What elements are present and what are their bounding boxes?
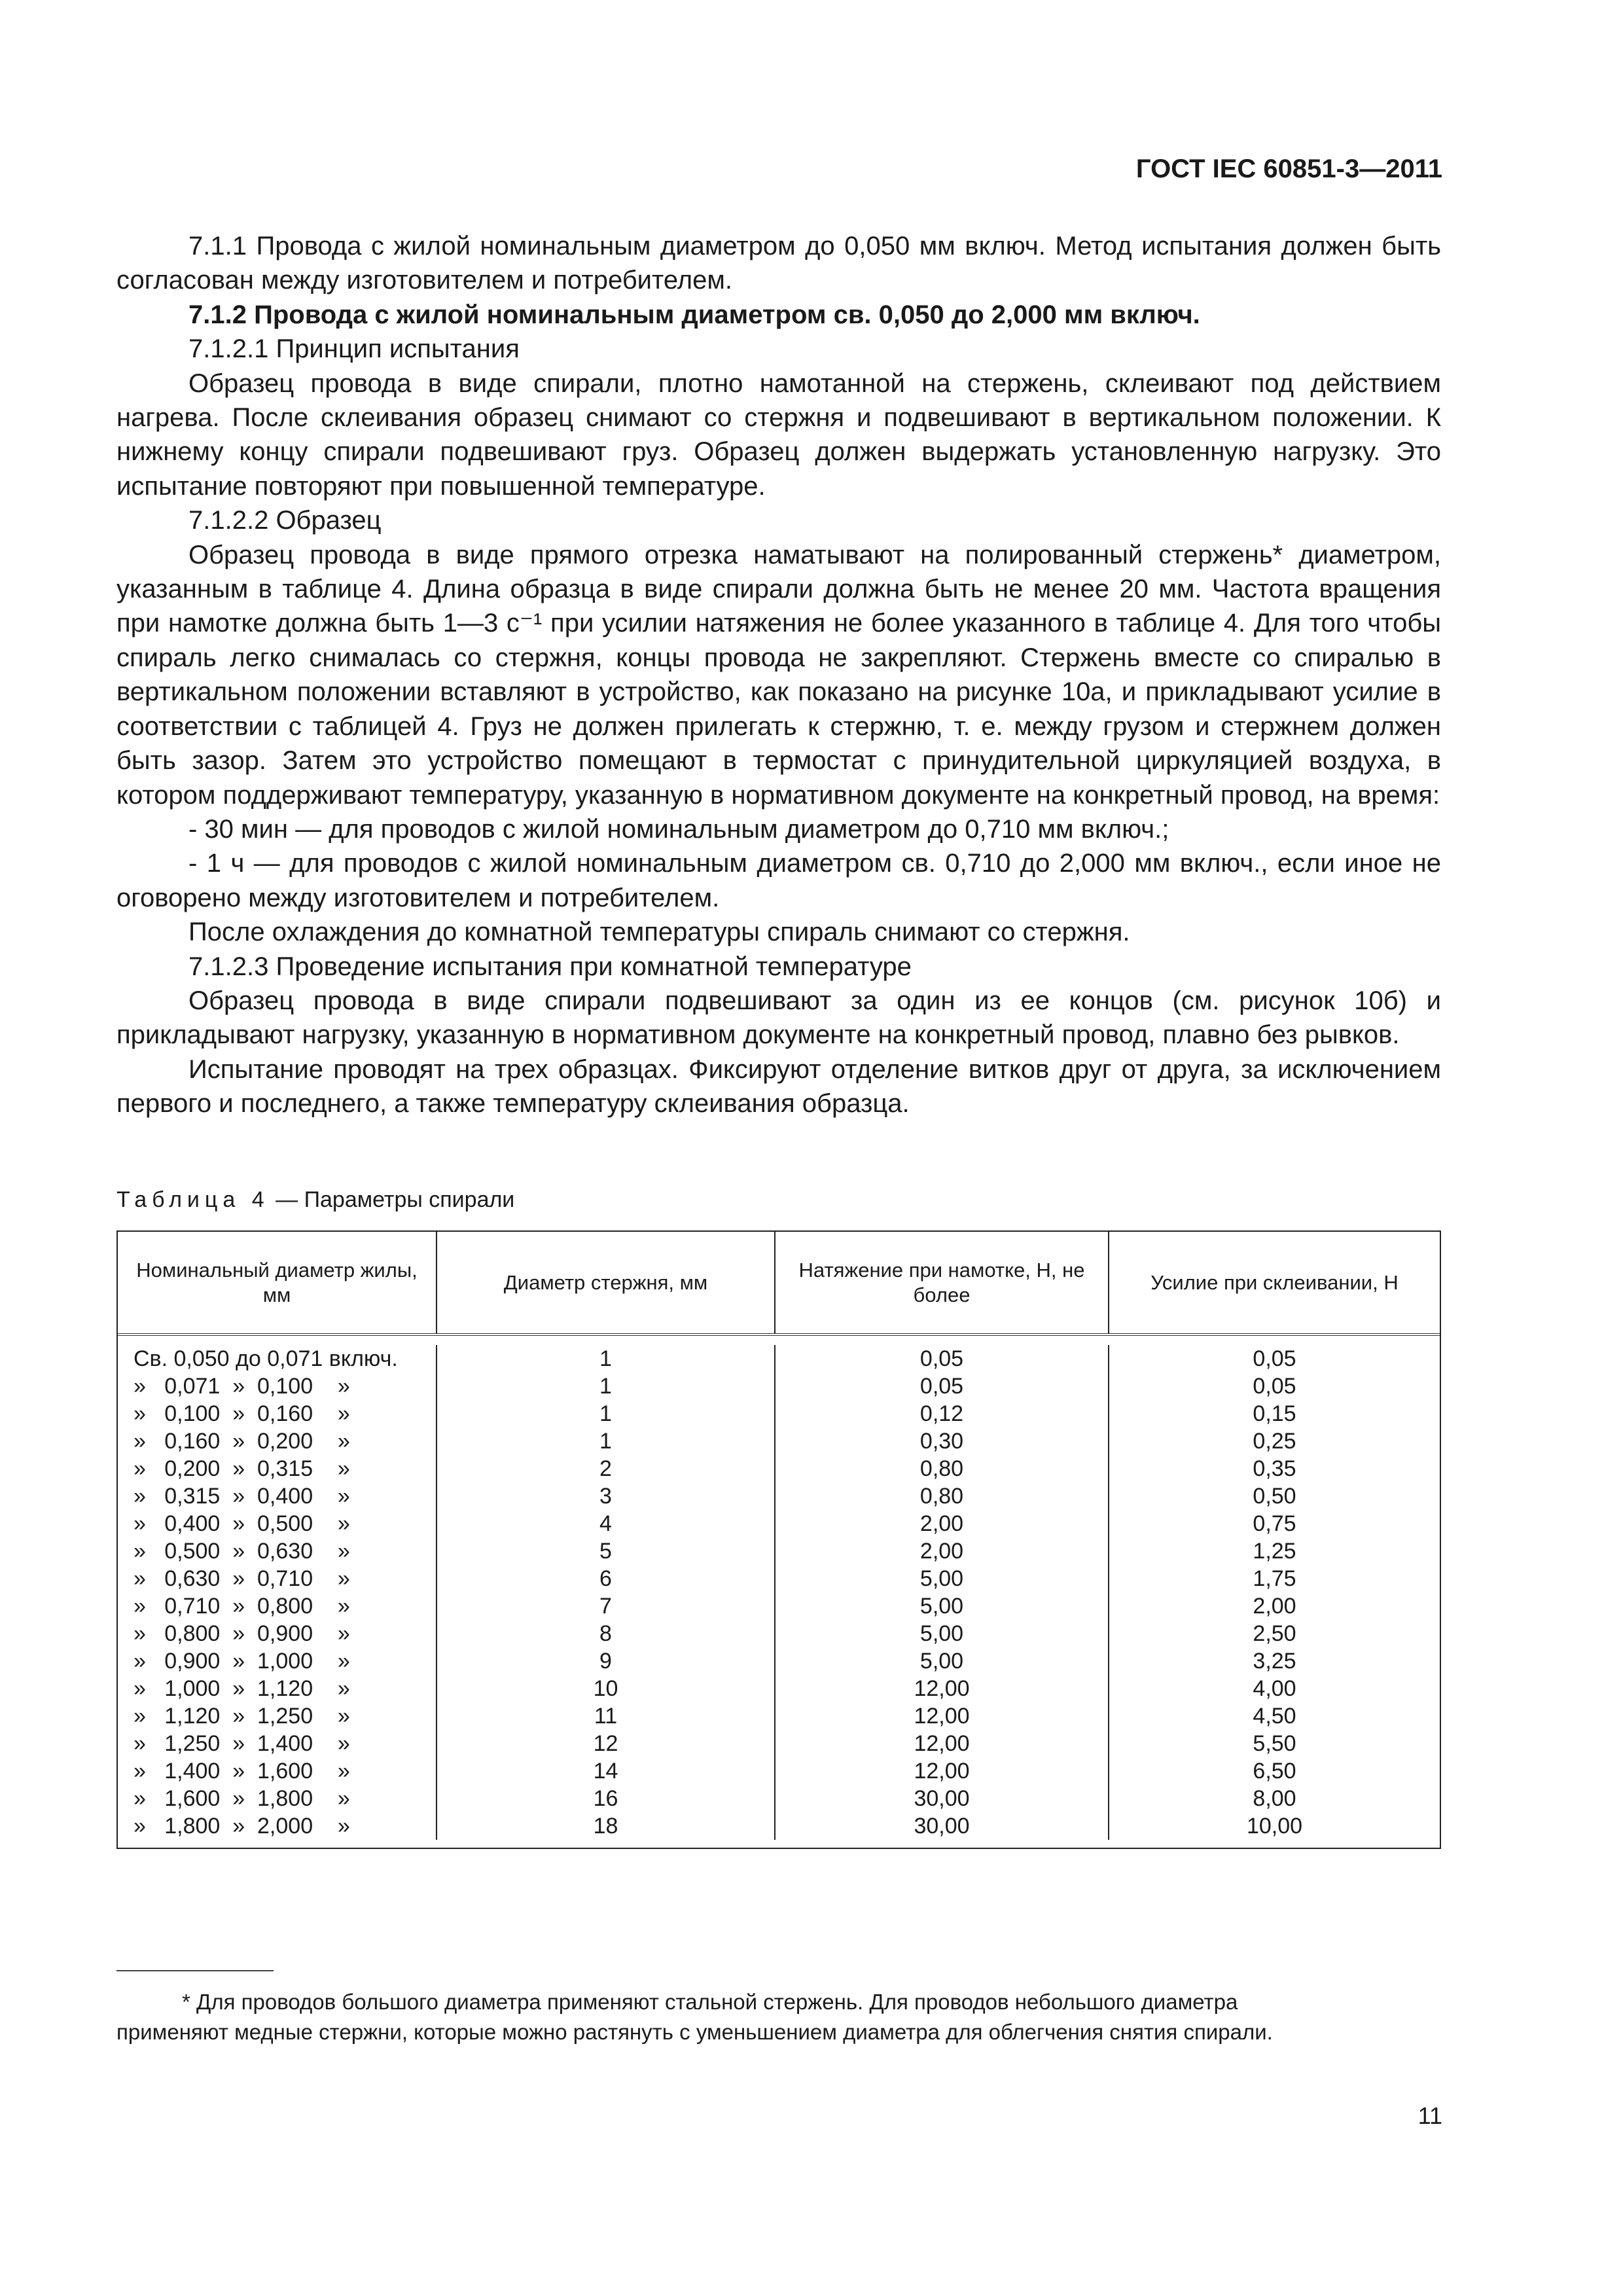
cell-bonding-force: 4,00 xyxy=(1253,1676,1296,1701)
body-paragraph: 7.1.2 Провода с жилой номинальным диаметром св. 0,050 до 2,000 мм включ. xyxy=(188,300,1200,329)
cell-bonding-force: 6,50 xyxy=(1253,1759,1296,1784)
cell-bonding-force: 4,50 xyxy=(1253,1704,1296,1729)
cell-winding-tension: 0,80 xyxy=(919,1456,964,1481)
body-paragraph: 7.1.2.2 Образец xyxy=(188,506,382,535)
cell-nominal-diameter: » 0,800 » 0,900 » xyxy=(134,1621,350,1646)
cell-nominal-diameter: » 1,000 » 1,120 » xyxy=(134,1676,350,1701)
body-paragraph: - 30 мин — для проводов с жилой номинальным диаметром до 0,710 мм включ.; xyxy=(188,814,1169,844)
cell-winding-tension: 0,80 xyxy=(919,1484,964,1509)
cell-bonding-force: 0,05 xyxy=(1253,1346,1296,1371)
cell-bonding-force: 10,00 xyxy=(1246,1814,1303,1839)
cell-rod-diameter: 10 xyxy=(593,1676,618,1701)
body-text xyxy=(116,229,1441,1121)
spiral-parameters-table xyxy=(116,1230,1441,1849)
cell-rod-diameter: 3 xyxy=(599,1484,612,1509)
body-paragraph: Испытание проводят на трех образцах. Фиксируют отделение витков друг от друга, за исключением первого и последнего, а также температуру склеивания образца. xyxy=(116,1054,1441,1119)
cell-winding-tension: 5,00 xyxy=(919,1566,964,1591)
cell-bonding-force: 1,75 xyxy=(1253,1566,1296,1591)
footnote-line: * Для проводов большого диаметра применяют стальной стержень. Для проводов небольшого диаметра xyxy=(182,1990,1238,2014)
cell-winding-tension: 5,00 xyxy=(919,1621,964,1646)
cell-rod-diameter: 9 xyxy=(599,1649,612,1674)
cell-bonding-force: 2,00 xyxy=(1253,1594,1296,1619)
cell-winding-tension: 12,00 xyxy=(914,1731,970,1756)
cell-nominal-diameter: » 1,600 » 1,800 » xyxy=(134,1786,350,1811)
cell-nominal-diameter: » 1,400 » 1,600 » xyxy=(134,1759,350,1784)
cell-rod-diameter: 1 xyxy=(599,1401,612,1426)
cell-nominal-diameter: » 1,250 » 1,400 » xyxy=(134,1731,350,1756)
footnote-line: применяют медные стержни, которые можно растянуть с уменьшением диаметра для облегчения снятия спирали. xyxy=(116,2020,1273,2044)
cell-bonding-force: 0,35 xyxy=(1253,1456,1296,1481)
cell-rod-diameter: 4 xyxy=(599,1511,612,1536)
table-caption-number: Таблица 4 xyxy=(116,1187,270,1212)
cell-bonding-force: 8,00 xyxy=(1253,1786,1296,1811)
cell-rod-diameter: 1 xyxy=(599,1429,612,1454)
cell-rod-diameter: 11 xyxy=(594,1704,618,1729)
cell-bonding-force: 0,15 xyxy=(1253,1401,1296,1426)
cell-nominal-diameter: » 1,800 » 2,000 » xyxy=(134,1814,350,1839)
body-paragraph: 7.1.2.3 Проведение испытания при комнатной температуре xyxy=(188,952,912,981)
cell-nominal-diameter: » 0,900 » 1,000 » xyxy=(134,1649,350,1674)
document-code-header: ГОСТ IEC 60851-3—2011 xyxy=(1135,154,1442,183)
footnote-divider xyxy=(116,1970,274,1971)
cell-nominal-diameter: » 0,200 » 0,315 » xyxy=(134,1456,350,1481)
table-header-row xyxy=(118,1232,1440,1336)
cell-winding-tension: 0,30 xyxy=(919,1429,964,1454)
cell-nominal-diameter: » 0,160 » 0,200 » xyxy=(134,1429,350,1454)
header-bonding-force: Усилие при склеивании, Н xyxy=(1150,1270,1399,1294)
header-rod-diameter: Диаметр стержня, мм xyxy=(437,1232,776,1333)
cell-winding-tension: 0,05 xyxy=(919,1374,964,1399)
cell-nominal-diameter: » 0,315 » 0,400 » xyxy=(134,1484,350,1509)
cell-rod-diameter: 2 xyxy=(599,1456,612,1481)
cell-nominal-diameter: » 0,400 » 0,500 » xyxy=(134,1511,350,1536)
cell-bonding-force: 0,75 xyxy=(1253,1511,1296,1536)
cell-rod-diameter: 6 xyxy=(599,1566,612,1591)
cell-rod-diameter: 14 xyxy=(593,1759,618,1784)
cell-bonding-force: 3,25 xyxy=(1253,1649,1296,1674)
cell-winding-tension: 5,00 xyxy=(919,1594,964,1619)
body-paragraph: После охлаждения до комнатной температуры спираль снимают со стержня. xyxy=(188,918,1130,947)
cell-winding-tension: 5,00 xyxy=(919,1649,964,1674)
cell-winding-tension: 12,00 xyxy=(914,1676,970,1701)
cell-winding-tension: 0,12 xyxy=(919,1401,964,1426)
cell-winding-tension: 30,00 xyxy=(914,1814,970,1839)
cell-bonding-force: 0,05 xyxy=(1253,1374,1296,1399)
cell-rod-diameter: 16 xyxy=(593,1786,618,1811)
cell-winding-tension: 0,05 xyxy=(919,1346,964,1371)
column-bonding-force xyxy=(1109,1345,1440,1840)
page-number: 11 xyxy=(1418,2102,1442,2129)
body-paragraph: 7.1.2.1 Принцип испытания xyxy=(188,334,520,364)
body-paragraph: Образец провода в виде спирали, плотно намотанной на стержень, склеивают под действием нагрева. После склеивания образец снимают со стержня и подвешивают в вертикальном положении. К нижнему концу спирали подвешивают груз. Образец должен выдержать установленную нагрузку. Это испытание повторяют при повышенной температуре. xyxy=(116,368,1441,501)
cell-rod-diameter: 12 xyxy=(593,1731,618,1756)
cell-rod-diameter: 7 xyxy=(599,1594,612,1619)
cell-rod-diameter: 1 xyxy=(599,1374,612,1399)
cell-winding-tension: 12,00 xyxy=(914,1759,970,1784)
cell-nominal-diameter: » 0,710 » 0,800 » xyxy=(134,1594,350,1619)
cell-nominal-diameter: » 0,100 » 0,160 » xyxy=(134,1401,350,1426)
table-caption-title: — Параметры спирали xyxy=(269,1187,515,1212)
cell-rod-diameter: 18 xyxy=(593,1814,618,1839)
column-winding-tension xyxy=(776,1345,1109,1840)
cell-nominal-diameter: » 1,120 » 1,250 » xyxy=(134,1704,350,1729)
cell-nominal-diameter: » 0,630 » 0,710 » xyxy=(134,1566,350,1591)
cell-nominal-diameter: » 0,500 » 0,630 » xyxy=(134,1539,350,1564)
cell-winding-tension: 12,00 xyxy=(914,1704,970,1729)
cell-bonding-force: 0,25 xyxy=(1253,1429,1296,1454)
table-caption xyxy=(116,1187,514,1213)
cell-rod-diameter: 1 xyxy=(599,1346,612,1371)
body-paragraph: Образец провода в виде прямого отрезка наматывают на полированный стержень* диаметром, указанным в таблице 4. Длина образца в виде спирали должна быть не менее 20 мм. Частота вращения при намотке должна быть 1—3 с⁻¹ при усилии натяжения не более указанного в таблице 4. Для того чтобы спираль легко снималась со стержня, концы провода не закрепляют. Стержень вместе со спиралью в вертикальном положении вставляют в устройство, как показано на рисунке 10а, и прикладывают усилие в соответствии с таблицей 4. Груз не должен прилегать к стержню, т. е. между грузом и стержнем должен быть зазор. Затем это устройство помещают в термостат с принудительной циркуляцией воздуха, в котором поддерживают температуру, указанную в нормативном документе на конкретный провод, на время: xyxy=(116,540,1441,810)
header-winding-tension: Натяжение при намотке, Н, не более xyxy=(776,1232,1109,1333)
body-paragraph: 7.1.1 Провода с жилой номинальным диаметром до 0,050 мм включ. Метод испытания должен быть согласован между изготовителем и потребителем. xyxy=(116,232,1441,295)
cell-rod-diameter: 8 xyxy=(599,1621,612,1646)
body-paragraph: - 1 ч — для проводов с жилой номинальным диаметром св. 0,710 до 2,000 мм включ., если иное не оговорено между изготовителем и потребителем. xyxy=(116,849,1441,912)
cell-winding-tension: 2,00 xyxy=(919,1511,964,1536)
cell-bonding-force: 1,25 xyxy=(1253,1539,1296,1564)
body-paragraph: Образец провода в виде спирали подвешивают за один из ее концов (см. рисунок 10б) и прикладывают нагрузку, указанную в нормативном документе на конкретный провод, плавно без рывков. xyxy=(116,986,1441,1050)
cell-nominal-diameter: » 0,071 » 0,100 » xyxy=(134,1374,350,1399)
cell-winding-tension: 2,00 xyxy=(919,1539,964,1564)
cell-winding-tension: 30,00 xyxy=(914,1786,970,1811)
cell-bonding-force: 0,50 xyxy=(1253,1484,1296,1509)
cell-bonding-force: 5,50 xyxy=(1253,1731,1296,1756)
column-rod-diameter xyxy=(437,1345,776,1840)
cell-rod-diameter: 5 xyxy=(599,1539,612,1564)
table-body xyxy=(118,1336,1440,1848)
cell-bonding-force: 2,50 xyxy=(1253,1621,1296,1646)
column-nominal-diameter xyxy=(118,1345,437,1840)
cell-nominal-diameter: Св. 0,050 до 0,071 включ. xyxy=(134,1346,398,1371)
footnote xyxy=(116,1987,1441,2047)
header-nominal-diameter: Номинальный диаметр жилы, мм xyxy=(118,1232,437,1333)
